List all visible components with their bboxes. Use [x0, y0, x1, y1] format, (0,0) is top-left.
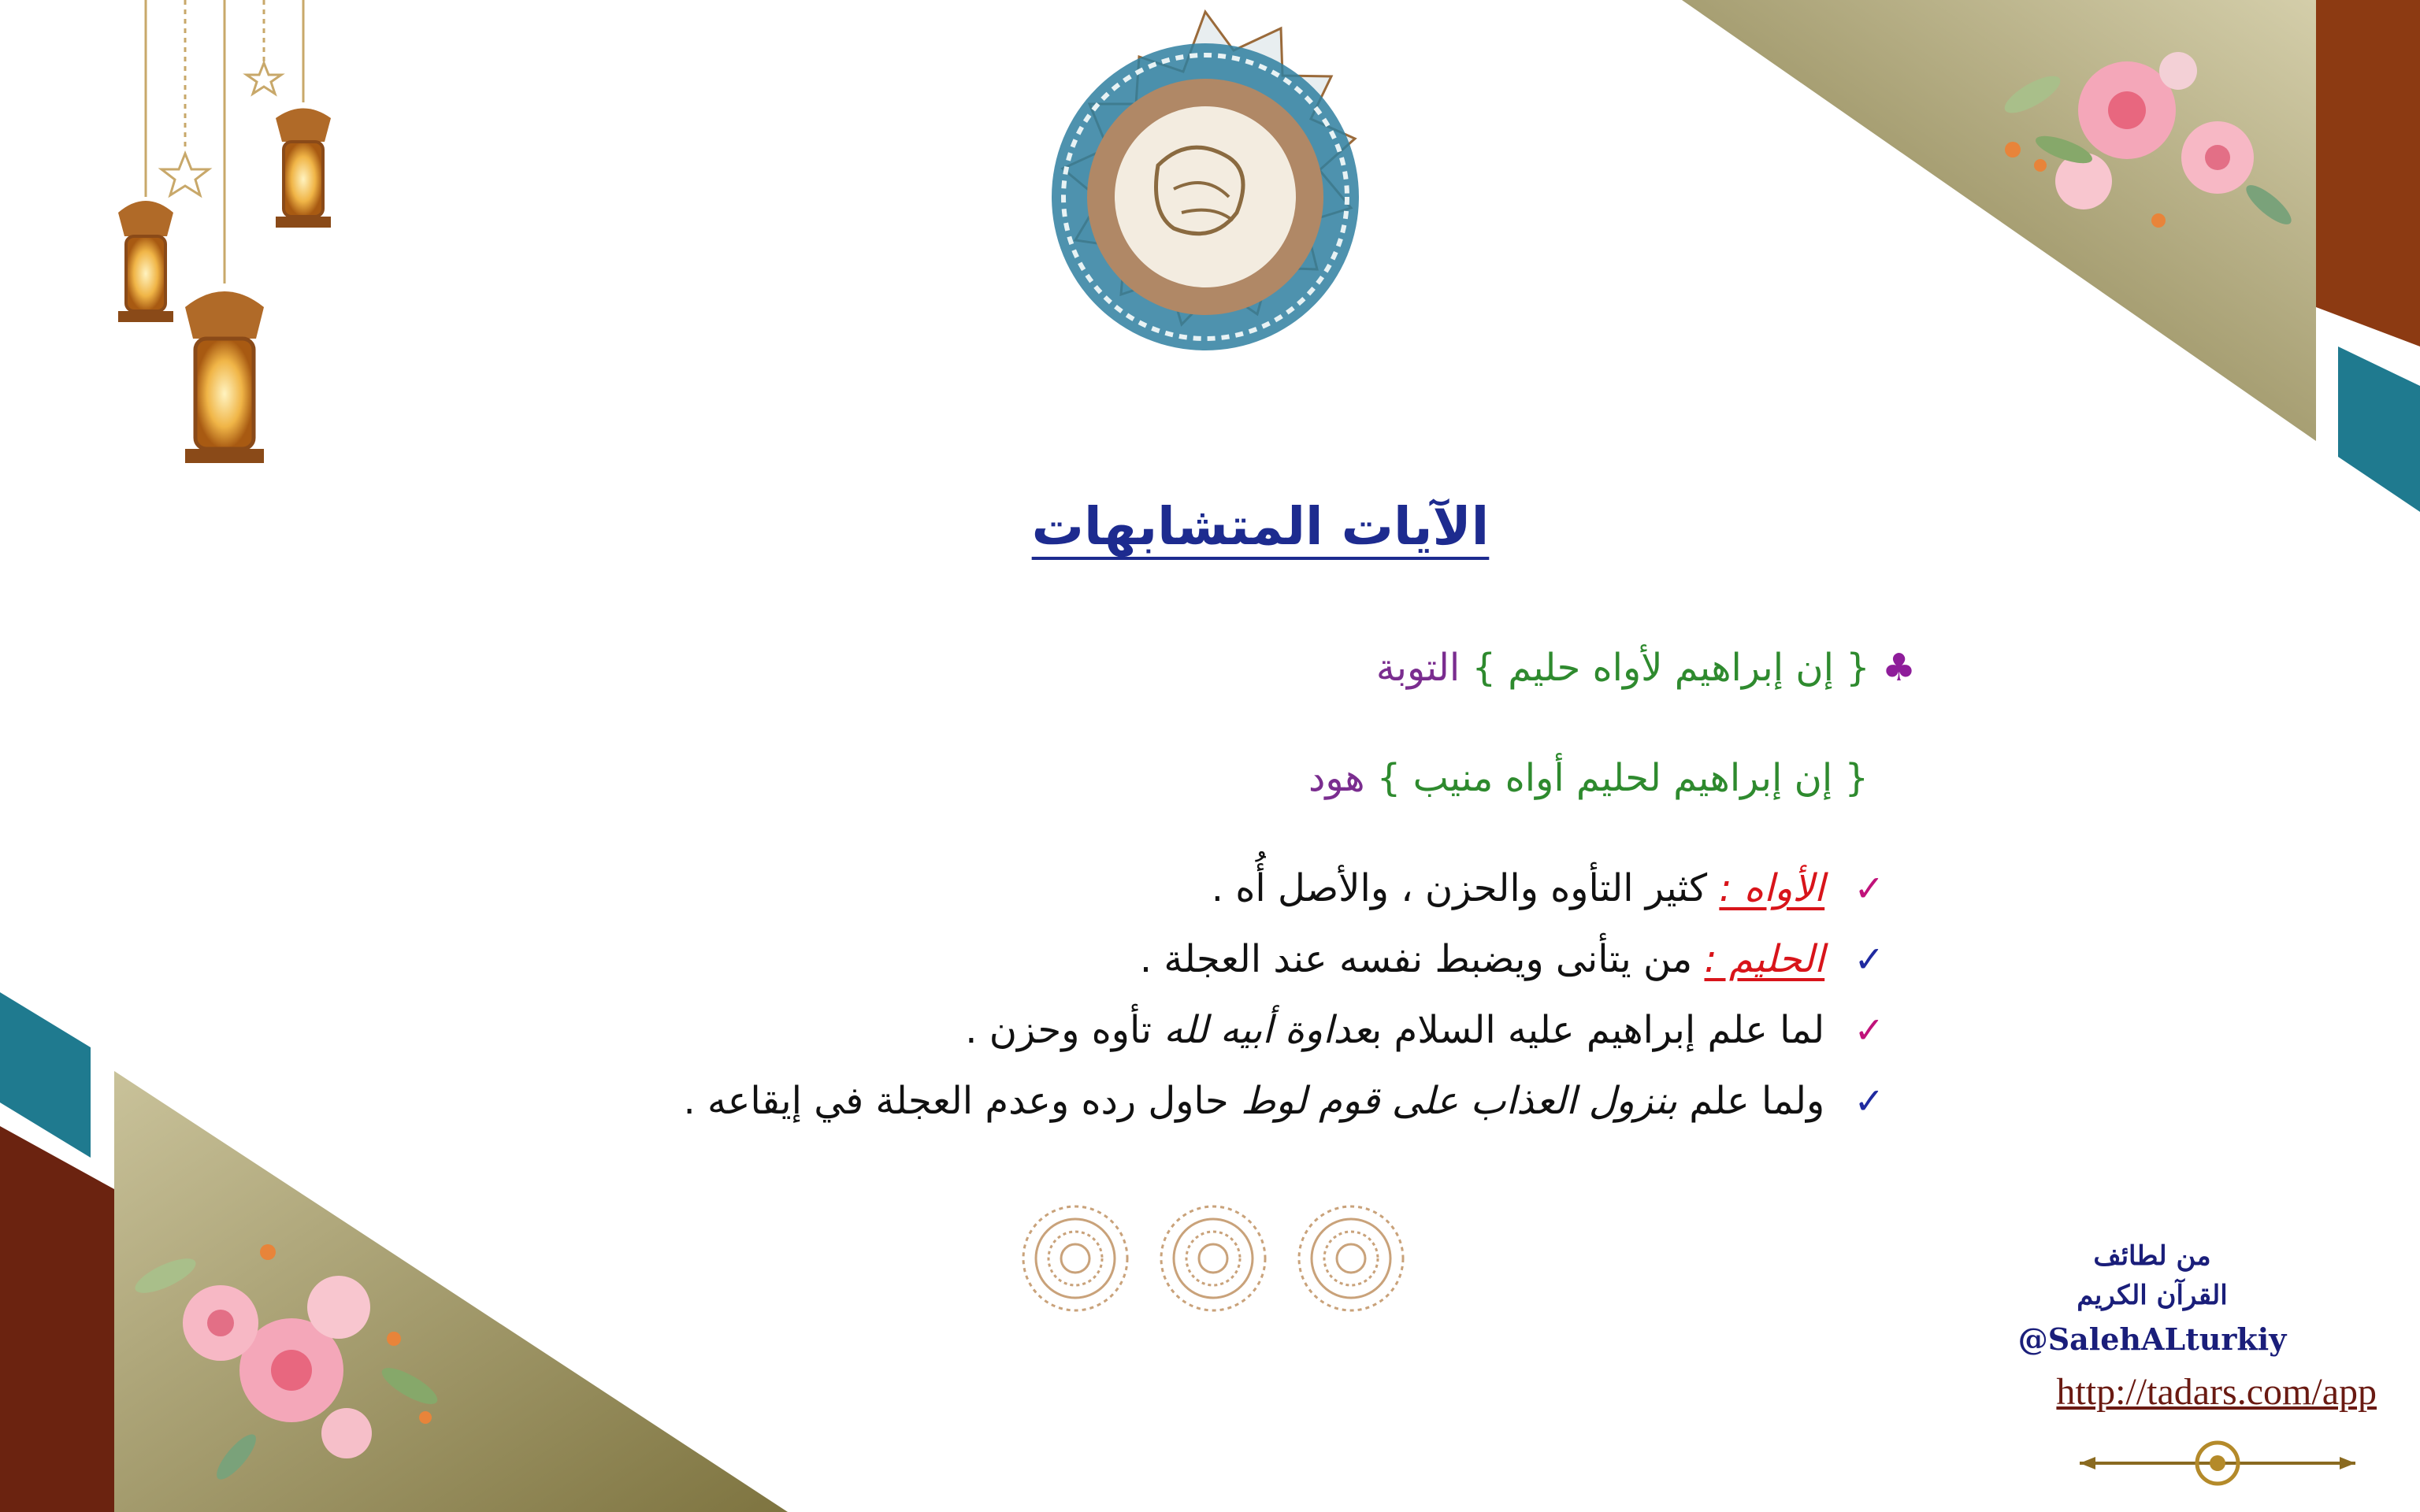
- slide-title: الآيات المتشابهات: [1031, 496, 1490, 557]
- lanterns-decoration: [146, 0, 303, 284]
- definition-text: كثير التأوه والحزن ، والأصل أُه .: [1211, 866, 1708, 910]
- point-haleem: [1140, 937, 1884, 981]
- lantern-middle: [185, 291, 264, 463]
- point-awwah: [1212, 866, 1884, 910]
- surah-name: التوبة: [1375, 646, 1461, 690]
- lantern-right: [276, 109, 331, 228]
- verse-text: { إن إبراهيم لأواه حليم }: [1472, 646, 1870, 690]
- point-text-end: تأوه وحزن .: [965, 1008, 1164, 1052]
- point-text: لما علم إبراهيم عليه السلام ب: [1371, 1008, 1825, 1052]
- point-ibrahim-father: [965, 1008, 1884, 1052]
- check-icon: ✓: [1854, 938, 1884, 980]
- divider-ornament: [2080, 1443, 2355, 1484]
- website-link[interactable]: http://tadars.com/app: [2056, 1371, 2377, 1413]
- bottom-left-corner-decoration: [0, 992, 788, 1512]
- definition-text: من يتأنى ويضبط نفسه عند العجلة .: [1139, 937, 1693, 981]
- point-text: ولما علم: [1677, 1079, 1825, 1123]
- author-handle: @SalehALturkiy: [2017, 1321, 2287, 1357]
- quran-medallion-logo: [1052, 12, 1359, 350]
- point-italic-text: بنزول العذاب على قوم لوط: [1240, 1079, 1678, 1123]
- surah-name: هود: [1308, 756, 1365, 800]
- verse-text: { إن إبراهيم لحليم أواه منيب }: [1376, 756, 1869, 800]
- mandala-ornaments: [1023, 1206, 1403, 1310]
- lantern-left: [118, 201, 173, 322]
- term-label: الحليم :: [1704, 937, 1825, 981]
- credit-line-2: القرآن الكريم: [2077, 1280, 2228, 1311]
- check-icon: ✓: [1854, 1080, 1884, 1122]
- club-suit-icon: ♣: [1881, 646, 1916, 690]
- check-icon: ✓: [1854, 1009, 1884, 1051]
- verse-line-1: [1376, 646, 1916, 690]
- point-italic-text: عداوة أبيه لله: [1164, 1008, 1371, 1052]
- point-lut-punishment: [683, 1079, 1884, 1123]
- term-label: الأواه :: [1719, 866, 1825, 910]
- credit-line-1: من لطائف: [2093, 1240, 2211, 1272]
- check-icon: ✓: [1854, 867, 1884, 910]
- star-ornaments: [161, 63, 281, 195]
- point-text-end: حاول رده وعدم العجلة في إيقاعه .: [683, 1079, 1241, 1123]
- verse-line-2: [1308, 756, 1869, 800]
